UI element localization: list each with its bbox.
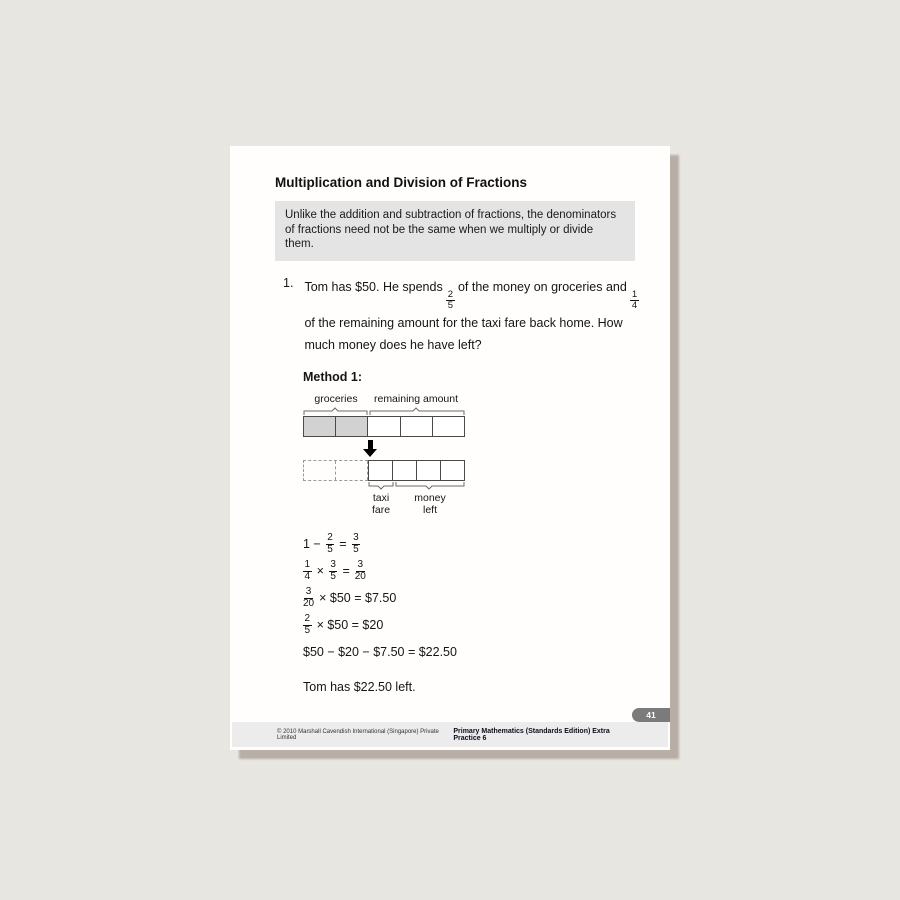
- whole-amount-bar: [303, 416, 465, 437]
- arrow-stem: [368, 440, 373, 449]
- problem-line1-a: Tom has $50. He spends: [304, 280, 443, 295]
- fraction: $\frac{1}{4}$: [304, 558, 311, 582]
- remaining-amount-label: remaining amount: [373, 392, 459, 405]
- remaining-cell: [433, 417, 464, 436]
- bottom-braces-icon: [303, 481, 465, 490]
- method-1-heading: Method 1:: [303, 369, 363, 384]
- down-arrow-icon: [363, 440, 378, 457]
- problem-line1-b: of the money on groceries and: [457, 280, 627, 295]
- taxi-fare-cell: [369, 461, 393, 480]
- fraction-one-quarter: $\frac{1}{4}$: [631, 289, 638, 312]
- fraction-two-fifths: $\frac{2}{5}$: [447, 289, 453, 312]
- equation-4: $\frac{2}{5}$ × $50 = $20: [304, 612, 384, 636]
- fraction: $\frac{3}{20}$: [303, 585, 315, 609]
- solution-equations: [303, 531, 670, 666]
- taxi-fare-label: taxi fare: [371, 491, 391, 517]
- money-left-cell: [417, 461, 441, 480]
- dashed-cell: [304, 461, 336, 480]
- spent-portion-dashed: [303, 460, 368, 481]
- problem-1: [283, 276, 670, 356]
- problem-line2: of the remaining amount for the taxi fare back home. How: [304, 315, 623, 330]
- bar-model-diagram: [303, 393, 465, 522]
- equation-5: $50 − $20 − $7.50 = $22.50: [303, 645, 457, 660]
- groceries-cell: [304, 417, 336, 436]
- intro-note: [275, 201, 635, 261]
- book-page: [230, 146, 670, 750]
- remaining-portion-bar: [368, 460, 465, 481]
- page-number-badge: 41: [632, 708, 670, 722]
- problem-text: [304, 276, 654, 356]
- equation-3: $\frac{3}{20}$ × $50 = $7.50: [303, 585, 397, 609]
- arrow-head: [363, 449, 377, 457]
- problem-line3: much money does he have left?: [304, 337, 482, 352]
- fraction: $\frac{3}{5}$: [353, 531, 359, 555]
- redivided-bar: [303, 460, 465, 481]
- intro-note-text: Unlike the addition and subtraction of fractions, the denominators of fractions need not be the same when we multiply or divide them.: [285, 209, 617, 251]
- money-left-cell: [393, 461, 417, 480]
- page-content: [230, 146, 670, 694]
- dashed-cell: [336, 461, 368, 480]
- answer-statement: Tom has $22.50 left.: [303, 679, 416, 694]
- page-title: Multiplication and Division of Fractions: [275, 175, 528, 190]
- fraction: $\frac{2}{5}$: [304, 612, 311, 636]
- groceries-cell: [336, 417, 368, 436]
- remaining-cell: [368, 417, 400, 436]
- page-footer: [232, 722, 668, 747]
- top-braces-icon: [303, 407, 465, 416]
- fraction: $\frac{2}{5}$: [327, 531, 333, 555]
- groceries-label: groceries: [314, 392, 358, 405]
- money-left-cell: [441, 461, 464, 480]
- bottom-bar-labels: [303, 492, 465, 522]
- book-title-text: Primary Mathematics (Standards Edition) Extra Practice 6: [453, 727, 610, 742]
- problem-number: 1.: [283, 276, 294, 291]
- equation-2: $\frac{1}{4}$ × $\frac{3}{5}$ = $\frac{3}{20}$: [304, 558, 366, 582]
- fraction: $\frac{3}{5}$: [330, 558, 336, 582]
- money-left-label: money left: [414, 491, 446, 517]
- copyright-text: © 2010 Marshall Cavendish International (Singapore) Private Limited: [277, 728, 439, 741]
- remaining-cell: [401, 417, 433, 436]
- equation-1: 1 − $\frac{2}{5}$ = $\frac{3}{5}$: [303, 531, 359, 555]
- fraction: $\frac{3}{20}$: [354, 558, 366, 582]
- top-bar-labels: [303, 393, 465, 407]
